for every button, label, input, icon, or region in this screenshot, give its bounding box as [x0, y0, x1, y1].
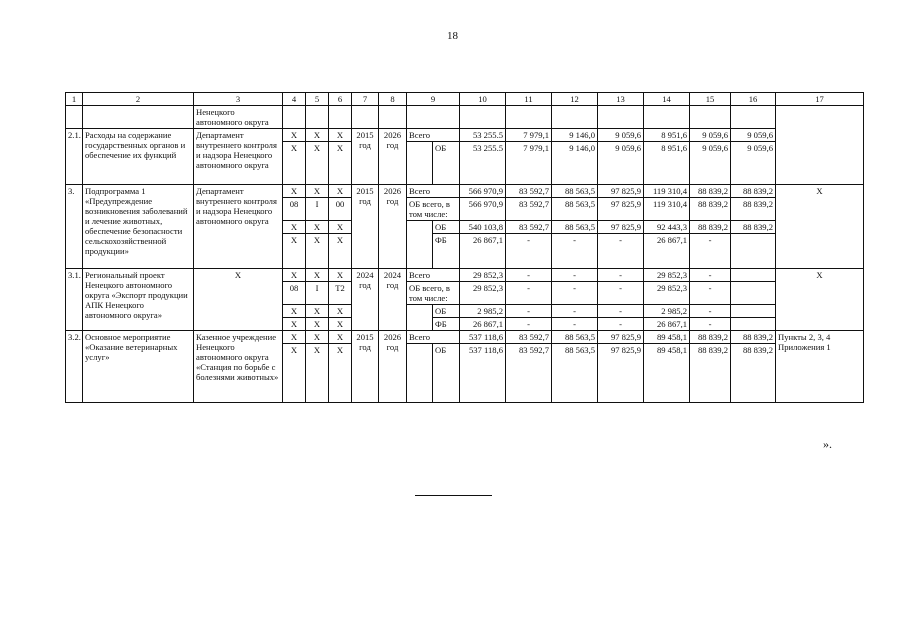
- value-cell: 26 867,1: [460, 234, 506, 269]
- budget-table: [65, 92, 864, 403]
- value-cell: 29 852,3: [644, 268, 690, 281]
- code-cell: Х: [329, 330, 352, 343]
- value-cell: 83 592,7: [506, 221, 552, 234]
- table-row: [66, 268, 864, 281]
- value-cell: 7 979,1: [506, 129, 552, 142]
- row-number: 3.1.: [66, 268, 83, 330]
- value-cell: 9 059,6: [598, 142, 644, 185]
- source-cell: Всего: [407, 129, 460, 142]
- value-cell: 8 951,6: [644, 129, 690, 142]
- value-cell: 97 825,9: [598, 221, 644, 234]
- code-cell: I: [306, 198, 329, 221]
- end-year: 2024 год: [379, 268, 407, 330]
- code-cell: Х: [283, 221, 306, 234]
- code-cell: Х: [283, 317, 306, 330]
- value-cell: 88 839,2: [690, 330, 731, 343]
- value-cell: 9 059,6: [598, 129, 644, 142]
- value-cell: 88 839,2: [731, 198, 776, 221]
- table-row: [66, 330, 864, 343]
- code-cell: Х: [329, 317, 352, 330]
- value-cell: -: [552, 234, 598, 269]
- header-cell: 13: [598, 93, 644, 106]
- source-cell: ОБ: [433, 304, 460, 317]
- code-cell: Х: [306, 142, 329, 185]
- value-cell: 92 443,3: [644, 221, 690, 234]
- value-cell: -: [552, 268, 598, 281]
- code-cell: Х: [306, 221, 329, 234]
- end-year: 2026 год: [379, 185, 407, 269]
- value-cell: 97 825,9: [598, 343, 644, 402]
- row-executor: Департамент внутреннего контроля и надзора Ненецкого автономного округа: [194, 129, 283, 185]
- code-cell: Х: [329, 142, 352, 185]
- value-cell: -: [552, 317, 598, 330]
- source-cell: Всего: [407, 185, 460, 198]
- value-cell: 83 592,7: [506, 185, 552, 198]
- source-cell: ОБ всего, в том числе:: [407, 281, 460, 304]
- code-cell: Х: [306, 185, 329, 198]
- code-cell: Х: [306, 304, 329, 317]
- source-cell: ОБ всего, в том числе:: [407, 198, 460, 221]
- header-cell: 14: [644, 93, 690, 106]
- code-cell: 08: [283, 198, 306, 221]
- source-cell: ФБ: [433, 234, 460, 269]
- code-cell: Х: [329, 221, 352, 234]
- header-cell: 2: [83, 93, 194, 106]
- header-cell: 4: [283, 93, 306, 106]
- value-cell: 88 563,5: [552, 185, 598, 198]
- code-cell: Х: [283, 304, 306, 317]
- value-cell: 29 852,3: [460, 281, 506, 304]
- value-cell: -: [506, 281, 552, 304]
- row-name: Региональный проект Ненецкого автономного округа «Экспорт продукции АПК Ненецкого автономного округа»: [83, 268, 194, 330]
- value-cell: -: [690, 234, 731, 269]
- value-cell: [731, 234, 776, 269]
- value-cell: 26 867,1: [644, 234, 690, 269]
- value-cell: 9 059,6: [690, 129, 731, 142]
- value-cell: -: [552, 281, 598, 304]
- code-cell: Х: [329, 234, 352, 269]
- start-year: 2015 год: [352, 129, 379, 185]
- value-cell: 119 310,4: [644, 185, 690, 198]
- row-executor: Х: [194, 268, 283, 330]
- value-cell: 26 867,1: [644, 317, 690, 330]
- code-cell: Х: [283, 129, 306, 142]
- note-cell: Х: [776, 268, 864, 330]
- row-name: Подпрограмма 1 «Предупреждение возникновения заболеваний и лечение животных, обеспечение безопасности сельскохозяйственной продукции»: [83, 185, 194, 269]
- code-cell: I: [306, 281, 329, 304]
- row-executor: Департамент внутреннего контроля и надзора Ненецкого автономного округа: [194, 185, 283, 269]
- value-cell: 9 059,6: [731, 142, 776, 185]
- value-cell: 83 592,7: [506, 343, 552, 402]
- code-cell: Т2: [329, 281, 352, 304]
- code-cell: Х: [329, 185, 352, 198]
- value-cell: [731, 268, 776, 281]
- value-cell: -: [598, 268, 644, 281]
- end-year: 2026 год: [379, 129, 407, 185]
- value-cell: 537 118,6: [460, 343, 506, 402]
- value-cell: -: [690, 304, 731, 317]
- note-cell: [776, 129, 864, 185]
- value-cell: [731, 304, 776, 317]
- start-year: 2015 год: [352, 330, 379, 402]
- value-cell: -: [598, 234, 644, 269]
- code-cell: Х: [283, 343, 306, 402]
- value-cell: -: [690, 268, 731, 281]
- value-cell: 83 592,7: [506, 198, 552, 221]
- value-cell: 88 839,2: [690, 198, 731, 221]
- value-cell: [731, 317, 776, 330]
- value-cell: 88 839,2: [731, 221, 776, 234]
- row-number: 3.2.: [66, 330, 83, 402]
- source-cell: ОБ: [433, 142, 460, 185]
- value-cell: 88 839,2: [731, 330, 776, 343]
- row-number: 2.1.: [66, 129, 83, 185]
- row-executor: Казенное учреждение Ненецкого автономного округа «Станция по борьбе с болезнями животных»: [194, 330, 283, 402]
- row-name: Расходы на содержание государственных органов и обеспечение их функций: [83, 129, 194, 185]
- value-cell: -: [506, 268, 552, 281]
- value-cell: 53 255.5: [460, 142, 506, 185]
- row-number: 3.: [66, 185, 83, 269]
- value-cell: 88 563,5: [552, 198, 598, 221]
- code-cell: Х: [306, 234, 329, 269]
- header-cell: 17: [776, 93, 864, 106]
- value-cell: 97 825,9: [598, 330, 644, 343]
- closing-quote-mark: ».: [823, 437, 832, 451]
- header-cell: 5: [306, 93, 329, 106]
- end-year: 2026 год: [379, 330, 407, 402]
- page-number: 18: [447, 30, 458, 42]
- code-cell: Х: [283, 142, 306, 185]
- value-cell: 566 970,9: [460, 185, 506, 198]
- value-cell: -: [598, 317, 644, 330]
- end-rule-divider: [415, 495, 492, 496]
- value-cell: 29 852,3: [644, 281, 690, 304]
- value-cell: 88 563,5: [552, 330, 598, 343]
- value-cell: [731, 281, 776, 304]
- code-cell: Х: [283, 185, 306, 198]
- source-cell: ОБ: [433, 221, 460, 234]
- table-row: [66, 129, 864, 142]
- header-cell: 15: [690, 93, 731, 106]
- header-cell: 11: [506, 93, 552, 106]
- value-cell: -: [690, 317, 731, 330]
- header-cell: 8: [379, 93, 407, 106]
- value-cell: 89 458,1: [644, 330, 690, 343]
- note-cell: Пункты 2, 3, 4 Приложения 1: [776, 330, 864, 402]
- header-cell: 10: [460, 93, 506, 106]
- code-cell: Х: [306, 343, 329, 402]
- value-cell: -: [506, 234, 552, 269]
- code-cell: Х: [329, 304, 352, 317]
- code-cell: 08: [283, 281, 306, 304]
- code-cell: Х: [283, 268, 306, 281]
- value-cell: 9 059,6: [731, 129, 776, 142]
- table-row: [66, 185, 864, 198]
- value-cell: 97 825,9: [598, 185, 644, 198]
- value-cell: 119 310,4: [644, 198, 690, 221]
- value-cell: 8 951,6: [644, 142, 690, 185]
- value-cell: -: [598, 281, 644, 304]
- code-cell: Х: [329, 268, 352, 281]
- value-cell: 26 867,1: [460, 317, 506, 330]
- value-cell: -: [506, 317, 552, 330]
- header-cell: 16: [731, 93, 776, 106]
- value-cell: 9 146,0: [552, 129, 598, 142]
- code-cell: Х: [306, 129, 329, 142]
- header-cell: 3: [194, 93, 283, 106]
- value-cell: 88 839,2: [731, 185, 776, 198]
- code-cell: Х: [329, 343, 352, 402]
- header-cell: 6: [329, 93, 352, 106]
- value-cell: 83 592,7: [506, 330, 552, 343]
- value-cell: 53 255.5: [460, 129, 506, 142]
- value-cell: 29 852,3: [460, 268, 506, 281]
- code-cell: Х: [283, 234, 306, 269]
- code-cell: Х: [283, 330, 306, 343]
- value-cell: 2 985,2: [460, 304, 506, 317]
- code-cell: Х: [306, 317, 329, 330]
- value-cell: 97 825,9: [598, 198, 644, 221]
- value-cell: 88 563,5: [552, 221, 598, 234]
- code-cell: Х: [306, 330, 329, 343]
- value-cell: 88 563,5: [552, 343, 598, 402]
- continuation-executor: Ненецкого автономного округа: [194, 106, 283, 129]
- start-year: 2015 год: [352, 185, 379, 269]
- value-cell: 9 059,6: [690, 142, 731, 185]
- value-cell: 7 979,1: [506, 142, 552, 185]
- value-cell: 537 118,6: [460, 330, 506, 343]
- continuation-row: [66, 106, 864, 129]
- note-cell: Х: [776, 185, 864, 269]
- header-cell: 7: [352, 93, 379, 106]
- row-name: Основное мероприятие «Оказание ветеринарных услуг»: [83, 330, 194, 402]
- header-cell: 1: [66, 93, 83, 106]
- value-cell: 2 985,2: [644, 304, 690, 317]
- value-cell: 88 839,2: [690, 221, 731, 234]
- value-cell: 88 839,2: [731, 343, 776, 402]
- value-cell: 566 970,9: [460, 198, 506, 221]
- value-cell: -: [552, 304, 598, 317]
- header-row: [66, 93, 864, 106]
- source-cell: ФБ: [433, 317, 460, 330]
- value-cell: 88 839,2: [690, 185, 731, 198]
- value-cell: 89 458,1: [644, 343, 690, 402]
- start-year: 2024 год: [352, 268, 379, 330]
- source-cell: Всего: [407, 330, 460, 343]
- header-cell: 9: [407, 93, 460, 106]
- header-cell: 12: [552, 93, 598, 106]
- value-cell: -: [690, 281, 731, 304]
- code-cell: Х: [306, 268, 329, 281]
- value-cell: 9 146,0: [552, 142, 598, 185]
- code-cell: 00: [329, 198, 352, 221]
- value-cell: -: [506, 304, 552, 317]
- value-cell: 88 839,2: [690, 343, 731, 402]
- source-cell: ОБ: [433, 343, 460, 402]
- value-cell: 540 103,8: [460, 221, 506, 234]
- source-cell: Всего: [407, 268, 460, 281]
- value-cell: -: [598, 304, 644, 317]
- code-cell: Х: [329, 129, 352, 142]
